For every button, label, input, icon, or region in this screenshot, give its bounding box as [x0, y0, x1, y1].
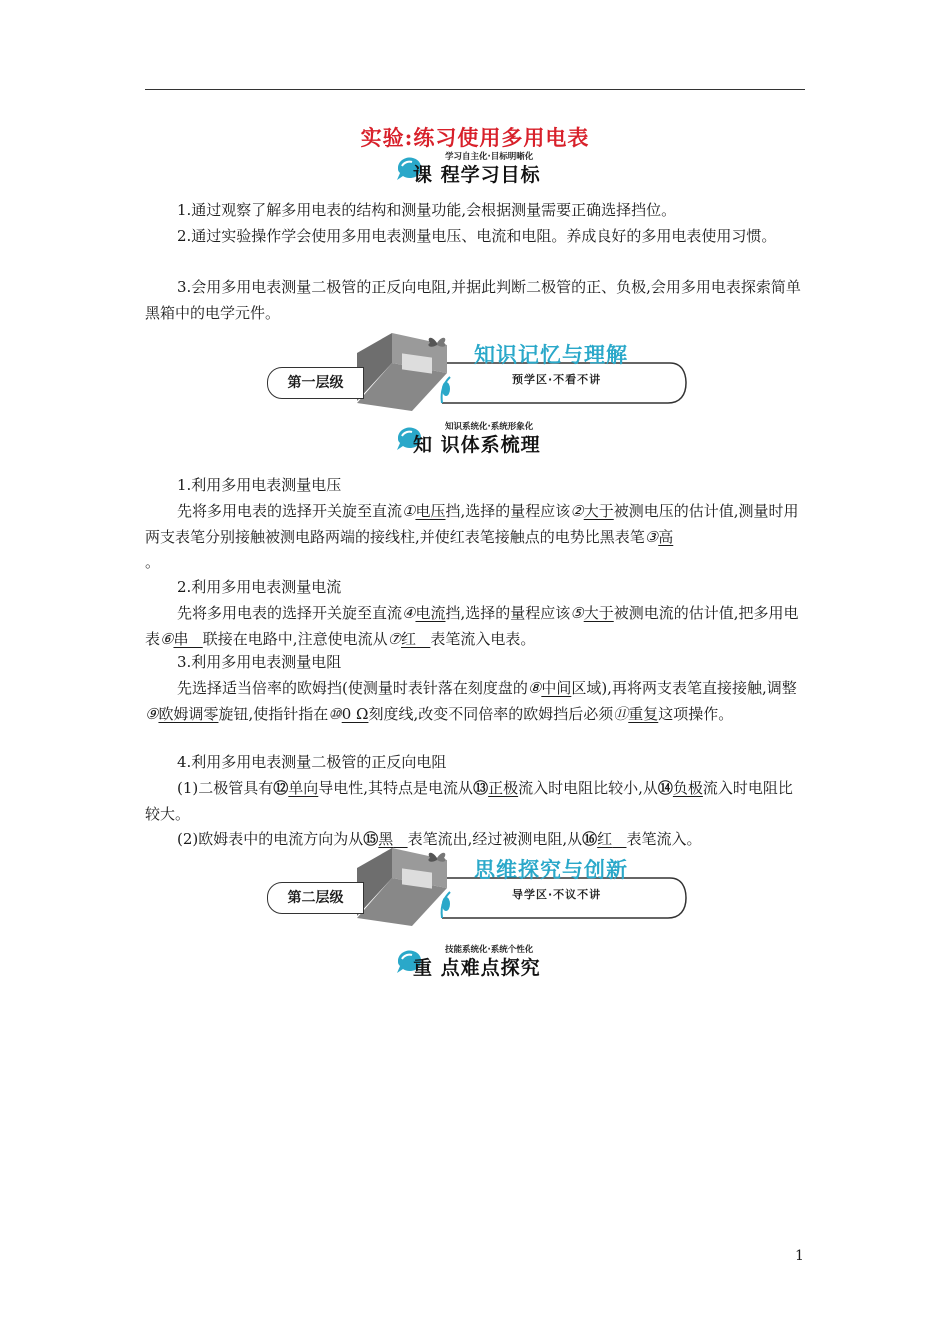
answer-blank: 重复: [628, 704, 659, 723]
text: 先将多用电表的选择开关旋至直流: [177, 502, 403, 520]
blank-marker: ⑪: [613, 704, 629, 723]
level-tab: 第二层级: [267, 882, 364, 914]
section-heading-knowledge: [395, 420, 565, 460]
section-heading-key-points: [395, 943, 565, 983]
header-rule: [145, 89, 805, 90]
goal-item: 3.会用多用电表测量二极管的正反向电阻,并据此判断二极管的正、负极,会用多用电表探索简单黑箱中的电学元件。: [145, 278, 801, 322]
blank-marker: ⑩: [328, 704, 342, 723]
answer-blank: 大于: [583, 604, 614, 622]
section-label: 知 识体系梳理: [413, 434, 541, 456]
answer-blank: 电压: [415, 502, 446, 520]
knowledge-paragraph: [145, 601, 807, 652]
knowledge-paragraph: [145, 676, 807, 727]
text: 这项操作。: [658, 704, 734, 723]
answer-blank: 红: [597, 830, 613, 848]
answer-blank: 电流: [415, 604, 446, 622]
banner-subtitle: 导学区·不议不讲: [512, 888, 602, 901]
text: 导电性,其特点是电流从: [318, 779, 474, 797]
blank-marker: ⑤: [570, 604, 584, 622]
knowledge-paragraph: [145, 776, 807, 827]
section-label: 重 点难点探究: [413, 957, 541, 979]
section-tagline: 知识系统化·系统形象化: [445, 422, 534, 432]
blank-marker: ①: [402, 502, 416, 520]
text: 被测电流的估计值,把多用电表: [145, 604, 799, 648]
knowledge-paragraph: [145, 499, 807, 576]
section-tagline: 技能系统化·系统个性化: [445, 945, 534, 955]
text: 刻度线,改变不同倍率的欧姆挡后必须: [368, 704, 614, 723]
answer-blank: 红: [401, 629, 417, 648]
blank-marker: ⑬: [473, 779, 489, 797]
answer-blank: 黑: [378, 830, 394, 848]
goal-item: 1.通过观察了解多用电表的结构和测量功能,会根据测量需要正确选择挡位。: [177, 201, 677, 219]
text: 流入时电阻比较小,从: [518, 779, 658, 797]
blank-marker: ⑧: [527, 679, 542, 697]
text: 挡,选择的量程应该: [445, 604, 571, 622]
section-tagline: 学习自主化·目标明晰化: [445, 152, 534, 162]
text: 表笔流入电表。: [430, 629, 536, 648]
level-tab: 第一层级: [267, 367, 364, 399]
blank-marker: ⑥: [160, 629, 174, 648]
blank-marker: ⑦: [387, 629, 402, 648]
blank-marker: ⑭: [657, 779, 673, 797]
text: 区域),再将两支表笔直接接触,调整: [571, 679, 797, 697]
knowledge-heading: 1.利用多用电表测量电压: [177, 476, 342, 494]
answer-blank: 中间: [541, 679, 572, 697]
text: 表笔流入。: [626, 830, 702, 848]
answer-blank: 欧姆调零: [158, 704, 219, 723]
text: 挡,选择的量程应该: [445, 502, 571, 520]
knowledge-heading: 4.利用多用电表测量二极管的正反向电阻: [177, 753, 447, 771]
section-heading-goals: [395, 150, 565, 190]
text: 联接在电路中,注意使电流从: [202, 629, 388, 648]
text: (1)二极管具有: [177, 779, 274, 797]
blank-marker: ⑮: [363, 830, 379, 848]
banner-heading: 知识记忆与理解: [474, 343, 628, 367]
text: 流入时电阻比较大。: [145, 779, 793, 823]
text: (2)欧姆表中的电流方向为从: [177, 830, 364, 848]
page-number: 1: [795, 1248, 804, 1264]
answer-blank: 负极: [672, 779, 703, 797]
text: 。: [145, 553, 161, 571]
blank-marker: ③: [644, 527, 659, 546]
answer-blank: 正极: [488, 779, 519, 797]
text: 表笔流出,经过被测电阻,从: [407, 830, 583, 848]
banner-subtitle: 预学区·不看不讲: [512, 373, 602, 386]
blank-marker: ⑫: [273, 779, 289, 797]
blank-marker: ⑯: [582, 830, 598, 848]
knowledge-heading: 3.利用多用电表测量电阻: [177, 653, 342, 671]
section-label: 课 程学习目标: [413, 164, 541, 186]
answer-blank: 串: [173, 629, 189, 648]
text: 先将多用电表的选择开关旋至直流: [177, 604, 403, 622]
level-banner-1: [262, 333, 687, 413]
text: 旋钮,使指针指在: [218, 704, 329, 723]
answer-blank: 大于: [583, 502, 614, 520]
text: 先选择适当倍率的欧姆挡(使测量时表针落在刻度盘的: [177, 679, 528, 697]
blank-marker: ②: [570, 502, 584, 520]
banner-heading: 思维探究与创新: [474, 858, 628, 882]
answer-blank: 单向: [288, 779, 319, 797]
answer-blank: 0 Ω: [341, 704, 369, 723]
blank-marker: ④: [402, 604, 416, 622]
text: 被测电压的估计值,测量时用两支表笔分别接触被测电路两端的接线柱,并使红表笔接触点的电势比黑表笔: [145, 502, 799, 546]
level-banner-2: [262, 848, 687, 928]
page-title: 实验:练习使用多用电表: [360, 125, 590, 150]
answer-blank: 高: [658, 527, 674, 546]
blank-marker: ⑨: [145, 704, 159, 723]
goal-item: 2.通过实验操作学会使用多用电表测量电压、电流和电阻。养成良好的多用电表使用习惯。: [177, 227, 777, 245]
knowledge-heading: 2.利用多用电表测量电流: [177, 578, 342, 596]
